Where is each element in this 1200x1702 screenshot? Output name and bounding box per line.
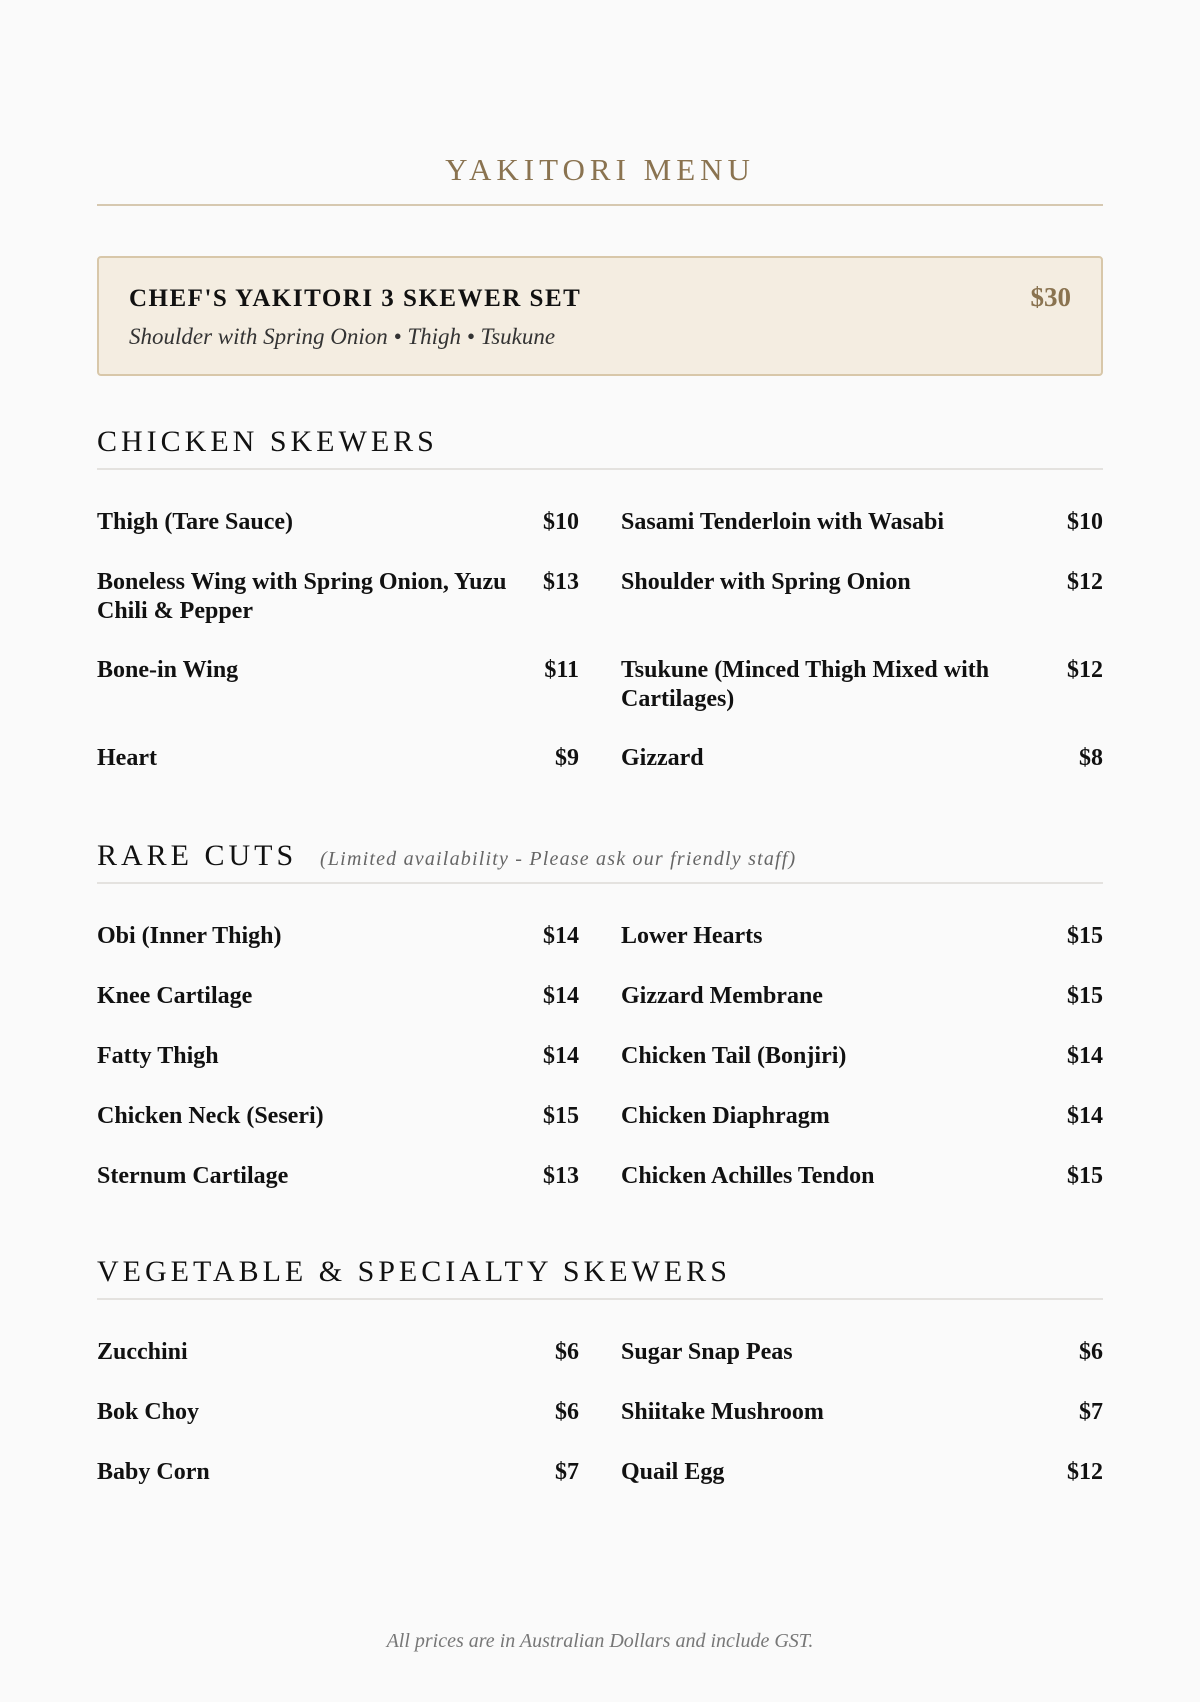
item-price: $12	[1067, 569, 1103, 595]
section-title: CHICKEN SKEWERS	[97, 425, 438, 458]
item-name: Zucchini	[97, 1339, 188, 1365]
section-header-chicken-skewers	[97, 424, 1103, 470]
item-name: Sasami Tenderloin with Wasabi	[621, 509, 944, 535]
item-price: $13	[543, 569, 579, 595]
item-name: Bone-in Wing	[97, 657, 239, 683]
item-price: $10	[543, 509, 579, 535]
item-name: Lower Hearts	[621, 923, 763, 949]
section-header-vegetable-specialty	[97, 1254, 1103, 1300]
item-price: $15	[1067, 983, 1103, 1009]
item-name: Sugar Snap Peas	[621, 1339, 793, 1365]
item-price: $14	[1067, 1043, 1103, 1069]
item-name: Gizzard Membrane	[621, 983, 823, 1009]
item-price: $14	[543, 923, 579, 949]
item-price: $15	[1067, 923, 1103, 949]
item-name: Quail Egg	[621, 1459, 725, 1485]
section-title: VEGETABLE & SPECIALTY SKEWERS	[97, 1255, 731, 1288]
item-name: Obi (Inner Thigh)	[97, 923, 282, 949]
featured-set-price: $30	[1030, 282, 1071, 312]
item-price: $7	[1079, 1399, 1103, 1425]
item-name: Heart	[97, 745, 157, 771]
item-name: Tsukune (Minced Thigh Mixed with Cartilages)	[621, 657, 990, 712]
item-price: $6	[555, 1339, 579, 1365]
item-name: Fatty Thigh	[97, 1043, 219, 1069]
item-name: Chicken Diaphragm	[621, 1103, 830, 1129]
item-name: Thigh (Tare Sauce)	[97, 509, 294, 535]
featured-set-box	[97, 256, 1103, 376]
item-name: Boneless Wing with Spring Onion, Yuzu Chili & Pepper	[97, 569, 507, 624]
item-name: Chicken Neck (Seseri)	[97, 1103, 324, 1129]
featured-set-description: Shoulder with Spring Onion • Thigh • Tsukune	[129, 324, 556, 349]
item-price: $6	[1079, 1339, 1103, 1365]
item-price: $14	[543, 983, 579, 1009]
item-name: Gizzard	[621, 745, 704, 771]
item-price: $11	[544, 657, 579, 683]
item-price: $14	[1067, 1103, 1103, 1129]
item-price: $14	[543, 1043, 579, 1069]
item-name: Baby Corn	[97, 1459, 210, 1485]
item-price: $15	[1067, 1163, 1103, 1189]
item-name: Chicken Tail (Bonjiri)	[621, 1043, 847, 1069]
featured-set-name: CHEF'S YAKITORI 3 SKEWER SET	[129, 285, 582, 312]
item-name: Shiitake Mushroom	[621, 1399, 824, 1425]
item-price: $12	[1067, 657, 1103, 683]
item-name: Bok Choy	[97, 1399, 200, 1425]
section-note: (Limited availability - Please ask our friendly staff)	[320, 848, 797, 870]
item-name: Knee Cartilage	[97, 983, 253, 1009]
item-price: $10	[1067, 509, 1103, 535]
menu-title: YAKITORI MENU	[445, 152, 755, 187]
item-price: $12	[1067, 1459, 1103, 1485]
menu-page	[97, 0, 1103, 1702]
item-price: $6	[555, 1399, 579, 1425]
prices-footer-note: All prices are in Australian Dollars and include GST.	[386, 1630, 814, 1652]
item-price: $8	[1079, 745, 1103, 771]
item-name: Sternum Cartilage	[97, 1163, 289, 1189]
item-price: $15	[543, 1103, 579, 1129]
item-price: $13	[543, 1163, 579, 1189]
title-divider	[97, 204, 1103, 206]
section-header-rare-cuts	[97, 838, 1103, 884]
section-title: RARE CUTS	[97, 839, 298, 872]
item-name: Chicken Achilles Tendon	[621, 1163, 875, 1189]
item-price: $7	[555, 1459, 579, 1485]
item-price: $9	[555, 745, 579, 771]
item-name: Shoulder with Spring Onion	[621, 569, 911, 595]
